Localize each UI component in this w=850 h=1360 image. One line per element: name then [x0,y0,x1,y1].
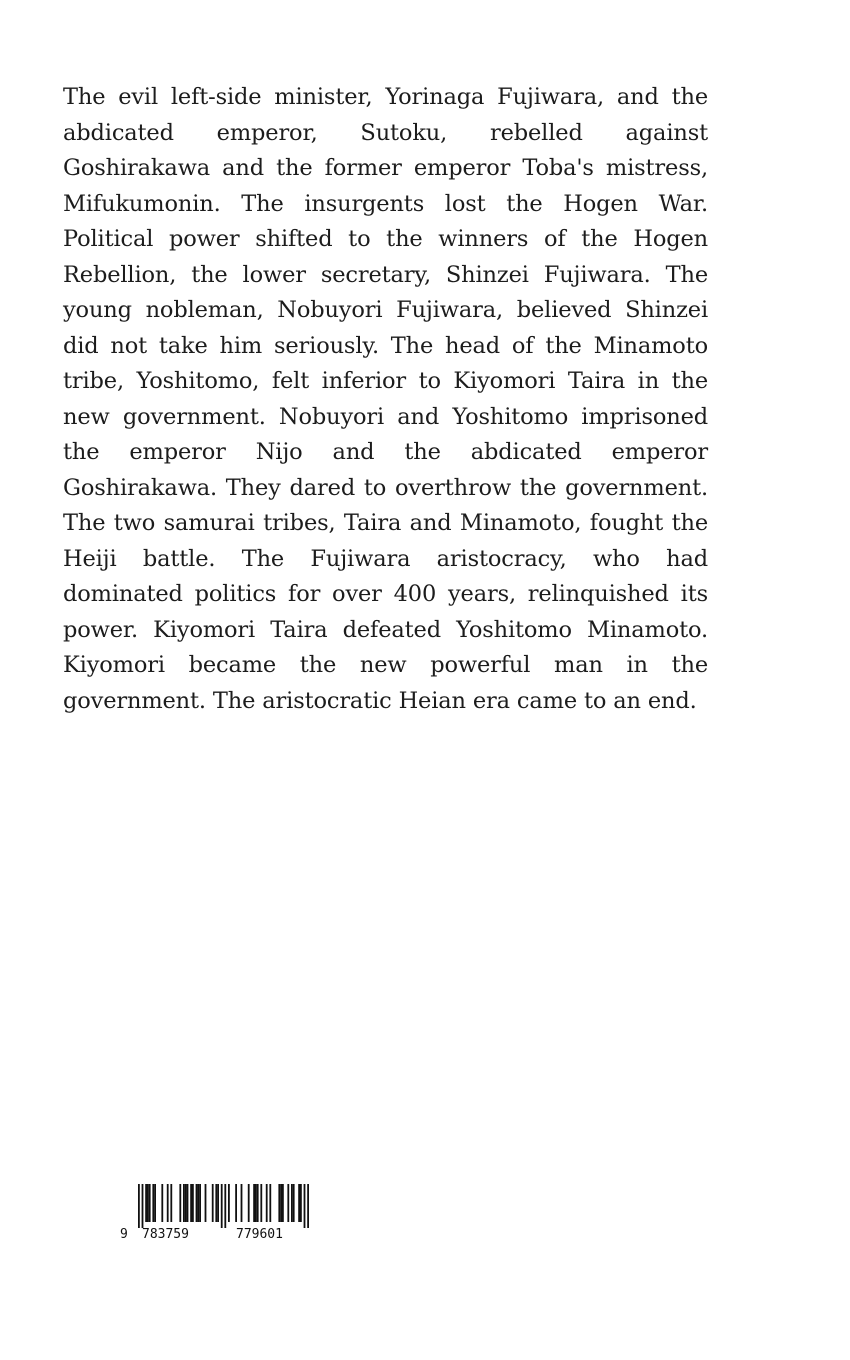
barcode-bar [147,1184,149,1222]
barcode-bar [170,1184,172,1222]
barcode-bar [278,1184,280,1222]
barcode-bar [235,1184,237,1222]
barcode-bar [145,1184,147,1222]
barcode-group-left: 783759 [142,1227,189,1242]
barcode-bar [185,1184,187,1222]
barcode-bar [253,1184,255,1222]
barcode-bar [217,1184,219,1222]
barcode-bar [196,1184,198,1222]
barcode-bar [197,1184,199,1222]
barcode-bar [300,1184,302,1222]
barcode-bar [298,1184,300,1222]
barcode-bar [161,1184,163,1222]
barcode-bar [205,1184,207,1222]
barcode-bar [215,1184,217,1222]
barcode-bar [287,1184,289,1222]
barcode-group-right: 779601 [236,1227,283,1242]
barcode-bar [304,1184,306,1228]
barcode-bar [179,1184,181,1222]
barcode-bar [187,1184,189,1222]
barcode-bar [154,1184,156,1222]
barcode-bar [190,1184,192,1222]
barcode-bar [199,1184,201,1222]
barcode-bar [260,1184,262,1222]
barcode-bar [291,1184,293,1222]
barcode-bar [269,1184,271,1222]
barcode-bar [228,1184,230,1222]
barcode-bar [212,1184,214,1222]
barcode-bar [280,1184,282,1222]
barcode-bar [224,1184,226,1228]
barcode-bar [192,1184,194,1222]
book-blurb-text: The evil left-side minister, Yorinaga Fujiwara, and the abdicated emperor, Sutoku, rebelled against Goshirakawa and the former emperor Toba's mistress, Mifukumonin. The insurgents lost the Hogen War. Political power shifted to the winners of the Hogen Rebellion, the lower secretary, Shinzei Fujiwara. The young nobleman, Nobuyori Fujiwara, believed Shinzei did not take him seriously. The head of the Minamoto tribe, Yoshitomo, felt inferior to Kiyomori Taira in the new government. Nobuyori and Yoshitomo imprisoned the emperor Nijo and the abdicated emperor Goshirakawa. They dared to overthrow the government. The two samurai tribes, Taira and Minamoto, fought the Heiji battle. The Fujiwara aristocracy, who had dominated politics for over 400 years, relinquished its power. Kiyomori Taira defeated Yoshitomo Minamoto. Kiyomori became the new powerful man in the government. The aristocratic Heian era came to an end. [63,84,708,714]
barcode-bar [167,1184,169,1222]
barcode-bar [241,1184,243,1222]
barcode-bar [282,1184,284,1222]
barcode-bars [138,1184,309,1228]
isbn-barcode [118,1182,318,1242]
barcode-bar [248,1184,250,1222]
barcode-bar [142,1184,144,1228]
barcode-bar [266,1184,268,1222]
barcode-bar [149,1184,151,1222]
barcode-bar [255,1184,257,1222]
barcode-bar [293,1184,295,1222]
barcode-bar [138,1184,140,1228]
barcode-graphic [118,1182,318,1242]
barcode-digit-first: 9 [120,1227,128,1242]
barcode-bar [257,1184,259,1222]
barcode-bar [183,1184,185,1222]
barcode-bar [307,1184,309,1228]
barcode-bar [221,1184,223,1228]
barcode-bar [152,1184,154,1222]
